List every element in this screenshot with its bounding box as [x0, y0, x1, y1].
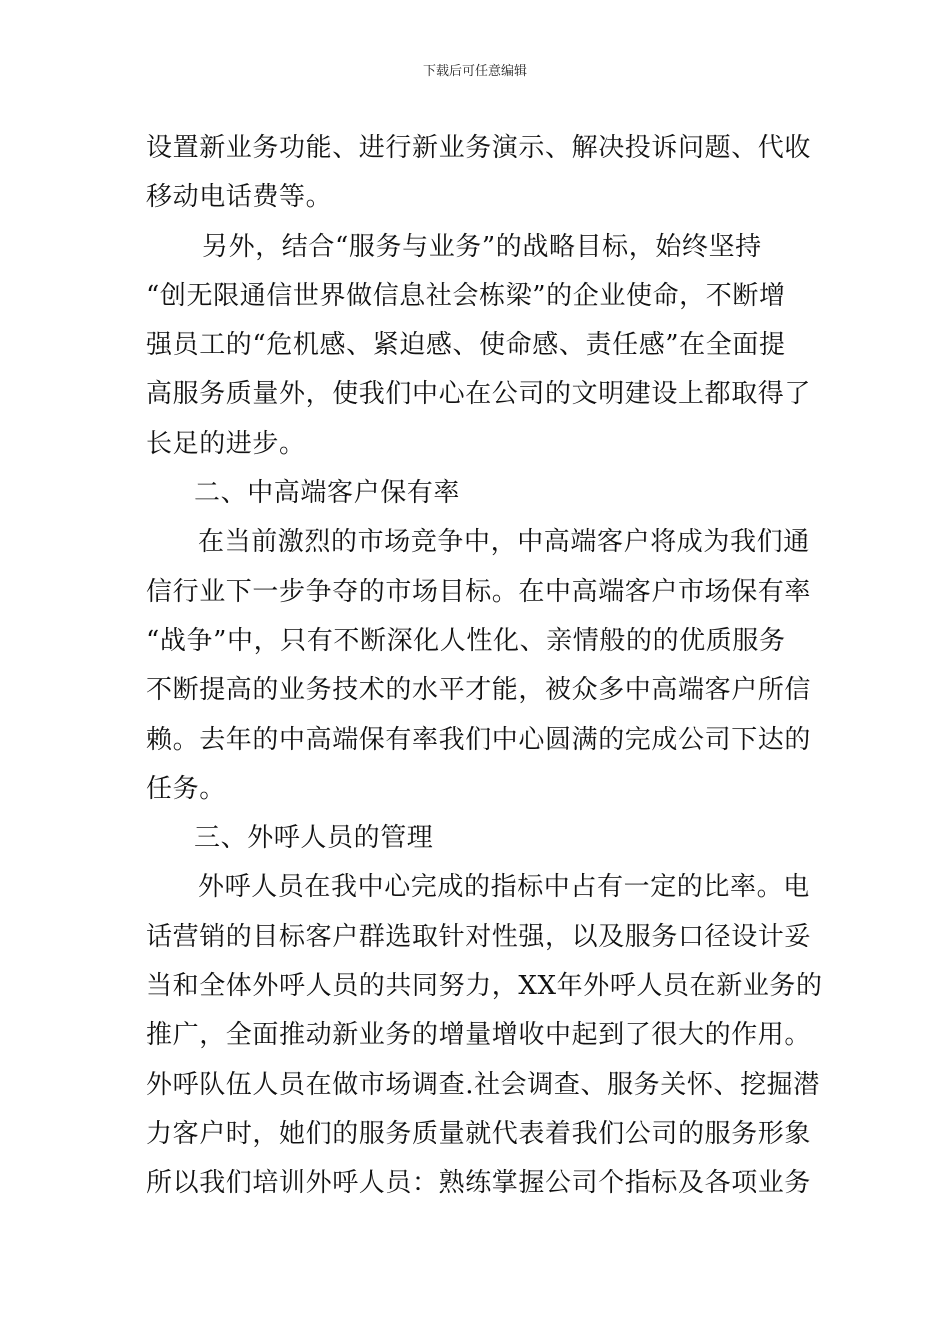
text-line: 另外，结合“服务与业务”的战略目标，始终坚持: [202, 231, 762, 262]
text-line: 在当前激烈的市场竞争中，中高端客户将成为我们通: [198, 527, 810, 558]
text-line: “战争”中，只有不断深化人性化、亲情般的的优质服务: [146, 625, 786, 656]
text-line: 任务。: [146, 773, 226, 804]
text-line: 外呼人员在我中心完成的指标中占有一定的比率。电: [198, 872, 810, 903]
text-line: 话营销的目标客户群选取针对性强，以及服务口径设计妥: [146, 921, 812, 952]
text-line: 长足的进步。: [146, 428, 306, 459]
text-line: 赖。去年的中高端保有率我们中心圆满的完成公司下达的: [146, 724, 812, 755]
text-line: 不断提高的业务技术的水平才能，被众多中高端客户所信: [146, 675, 812, 706]
section-heading: 三、外呼人员的管理: [194, 823, 434, 854]
text-line: 移动电话费等。: [146, 182, 333, 213]
document-body: [146, 124, 823, 1209]
text-line: 外呼队伍人员在做市场调查.社会调查、服务关怀、挖掘潜: [146, 1069, 820, 1100]
text-line: 高服务质量外，使我们中心在公司的文明建设上都取得了: [146, 379, 812, 410]
text-line: 推广，全面推动新业务的增量增收中起到了很大的作用。: [146, 1020, 812, 1051]
text-line: 所以我们培训外呼人员：熟练掌握公司个指标及各项业务: [146, 1168, 812, 1199]
section-heading: 二、中高端客户保有率: [194, 478, 461, 509]
text-line: 设置新业务功能、进行新业务演示、解决投诉问题、代收: [146, 133, 812, 163]
text-line: 信行业下一步争夺的市场目标。在中高端客户市场保有率: [146, 576, 812, 607]
page-header: 下载后可任意编辑: [422, 64, 527, 79]
text-line: 强员工的“危机感、紧迫感、使命感、责任感”在全面提: [146, 330, 786, 361]
text-line: 当和全体外呼人员的共同努力，XX年外呼人员在新业务的: [146, 971, 823, 1002]
text-line: “创无限通信世界做信息社会栋梁”的企业使命，不断增: [146, 280, 786, 311]
text-line: 力客户时，她们的服务质量就代表着我们公司的服务形象: [146, 1118, 812, 1149]
